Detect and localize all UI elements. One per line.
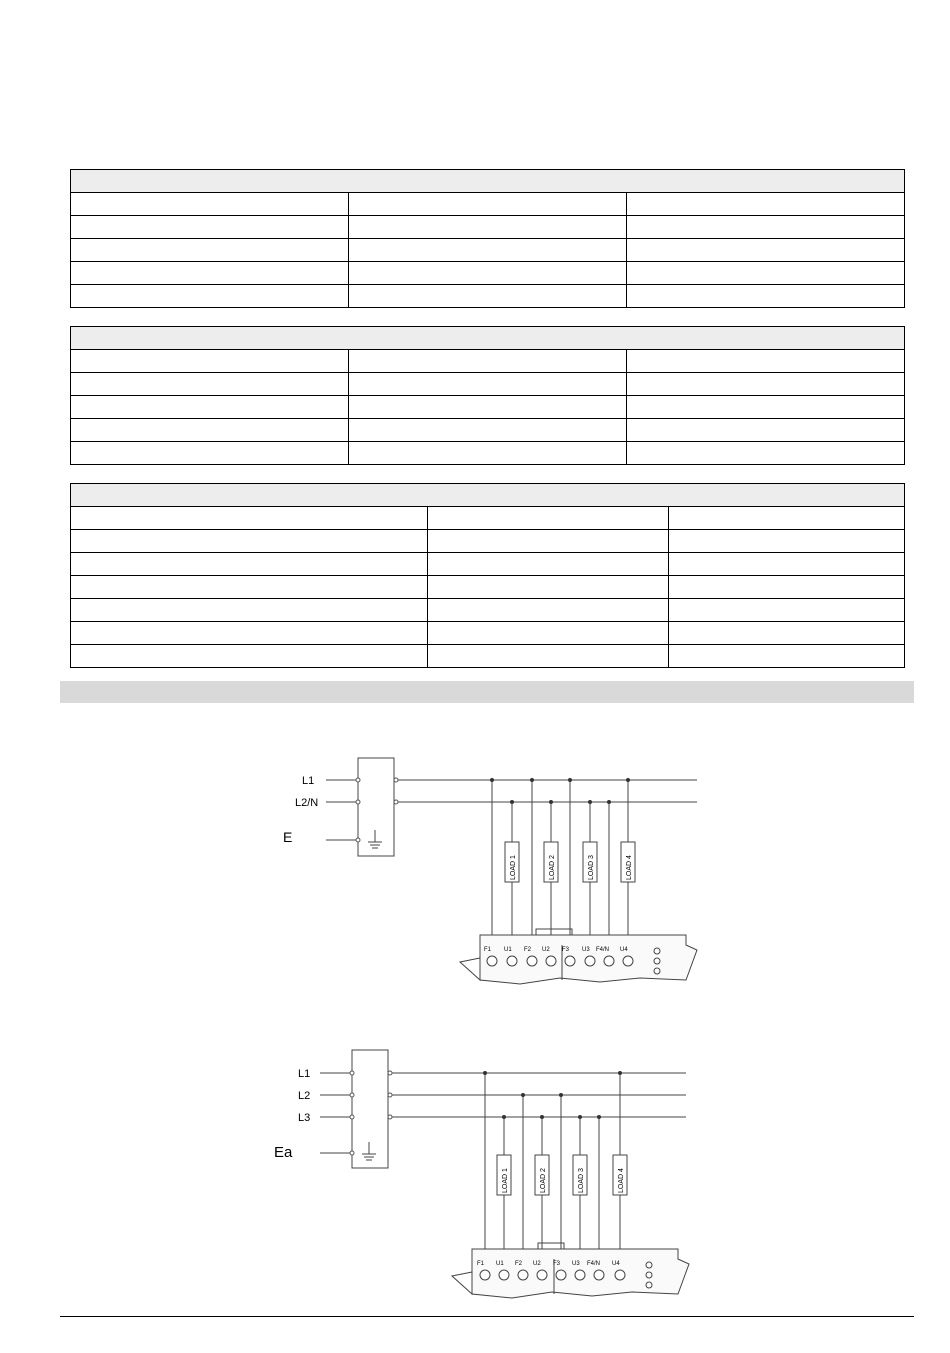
terminal-screw (537, 1270, 547, 1280)
load-label: LOAD 2 (540, 1168, 547, 1193)
load-label: LOAD 1 (510, 855, 517, 880)
line-label: L2/N (295, 797, 319, 809)
terminal-label: U2 (533, 1261, 541, 1267)
terminal-label: F3 (562, 947, 570, 953)
terminal-label: F1 (484, 947, 492, 953)
terminal-label: U3 (582, 947, 590, 953)
terminal-screw (499, 1270, 509, 1280)
line-label: L1 (298, 1068, 311, 1080)
terminal-screw (594, 1270, 604, 1280)
terminal-label: U1 (504, 947, 512, 953)
load-label: LOAD 3 (588, 855, 595, 880)
terminal-label: F2 (515, 1261, 523, 1267)
terminal-screw (480, 1270, 490, 1280)
terminal-label: F4/N (587, 1261, 601, 1267)
load-label: LOAD 3 (578, 1168, 585, 1193)
terminal-screw (556, 1270, 566, 1280)
load-label: LOAD 4 (626, 855, 633, 880)
terminal-label: F4/N (596, 947, 610, 953)
terminal-label: U2 (542, 947, 550, 953)
footer-rule (60, 1316, 914, 1317)
line-label: L1 (302, 775, 315, 787)
load-label: LOAD 1 (502, 1168, 509, 1193)
line-label: L3 (298, 1112, 311, 1124)
load-label: LOAD 2 (549, 855, 556, 880)
terminal-label: F3 (553, 1261, 561, 1267)
terminal-screw (615, 1270, 625, 1280)
line-label: L2 (298, 1090, 311, 1102)
earth-label: E (283, 829, 293, 845)
terminal-label: U4 (620, 947, 628, 953)
terminal-label: U1 (496, 1261, 504, 1267)
load-label: LOAD 4 (618, 1168, 625, 1193)
terminal-label: U3 (572, 1261, 580, 1267)
terminal-label: U4 (612, 1261, 620, 1267)
earth-label: Ea (274, 1144, 293, 1161)
breaker-box (352, 1050, 388, 1168)
terminal-label: F2 (524, 947, 532, 953)
terminal-label: F1 (477, 1261, 485, 1267)
terminal-screw (575, 1270, 585, 1280)
terminal-screw (518, 1270, 528, 1280)
